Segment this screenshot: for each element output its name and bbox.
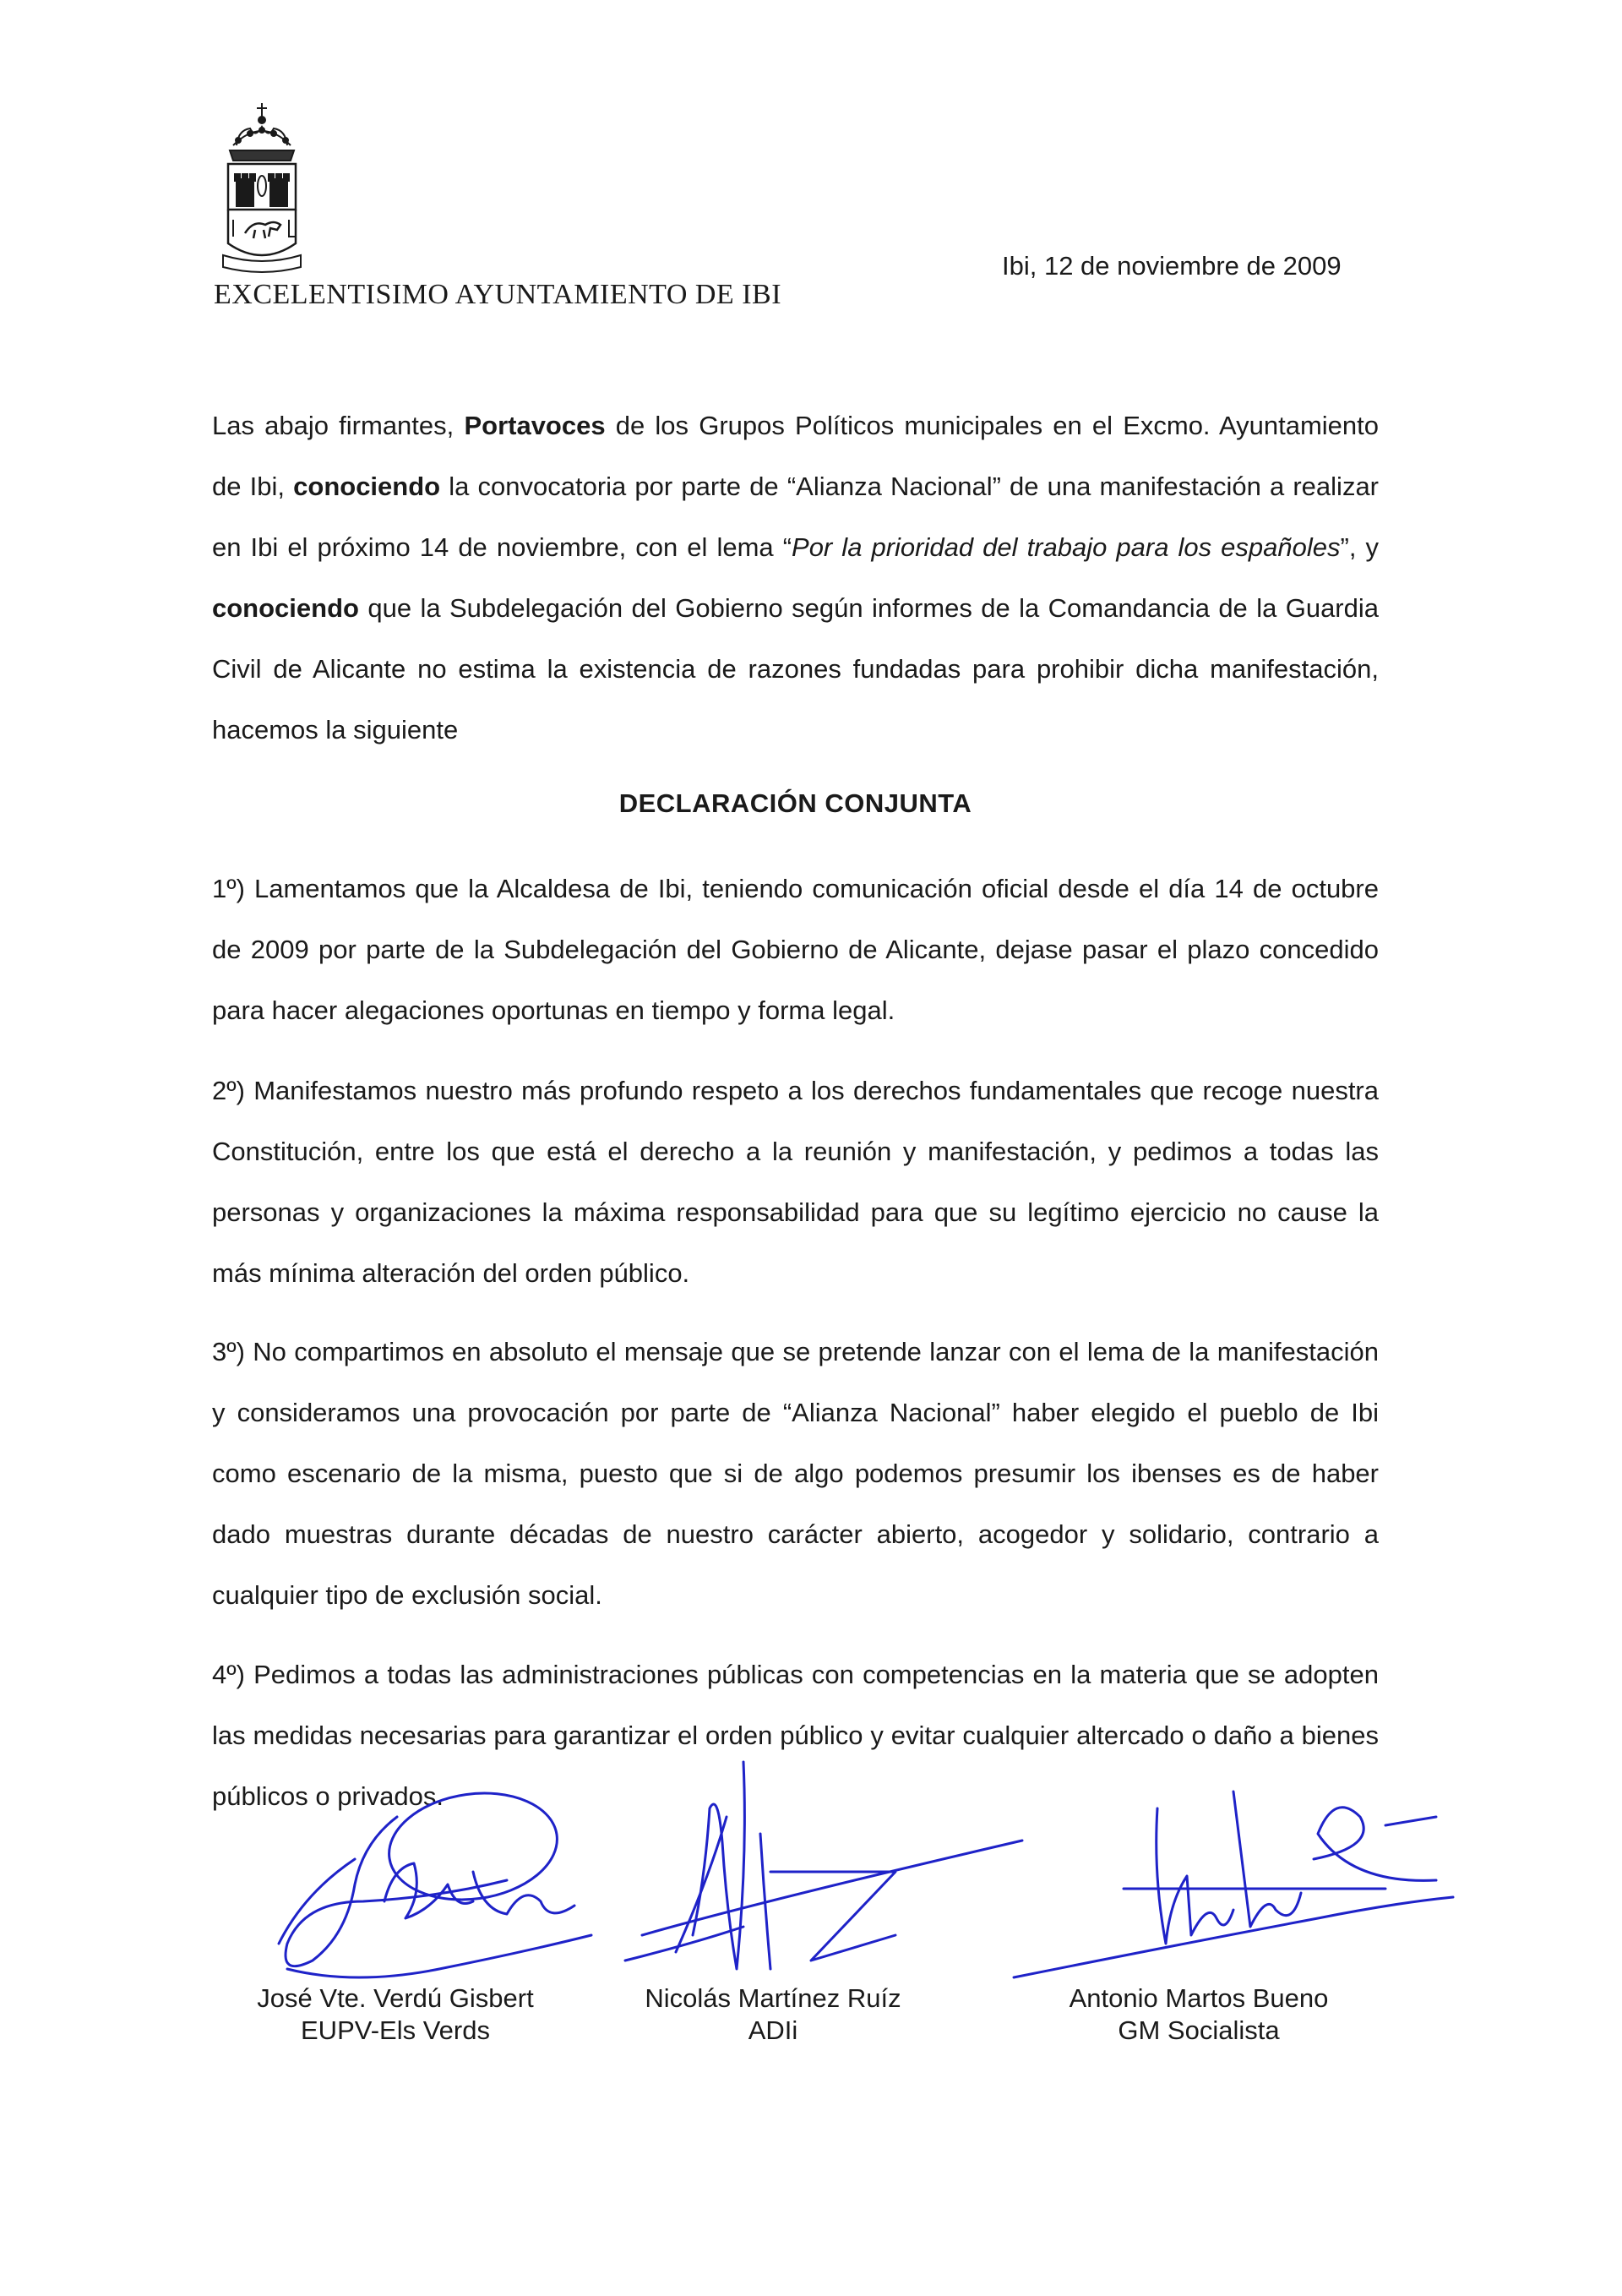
intro-italic-lema: Por la prioridad del trabajo para los españoles [792, 532, 1341, 562]
declaration-heading: DECLARACIÓN CONJUNTA [618, 788, 972, 818]
intro-text-3: la convocatoria por parte de “Alianza Nacional” de una manifestación a realizar en Ibi el próximo 14 de noviembre, con el lema “ [212, 472, 1380, 562]
intro-text-2: de los Grupos Políticos municipales en el Excmo. Ayuntamiento de Ibi, [212, 411, 1379, 501]
signatory-name: Nicolás Martínez Ruíz [645, 1983, 901, 2013]
point-2: 2º) Manifestamos nuestro más profundo respeto a los derechos fundamentales que recoge nuestra Constitución, entre los que está el derecho a la reunión y manifestación, y pedimos a todas las personas y organizaciones la máxima responsabilidad para que su legítimo ejercicio no cause la más mínima alteración del orden público. [212, 1076, 1379, 1288]
point-1: 1º) Lamentamos que la Alcaldesa de Ibi, teniendo comunicación oficial desde el día 14 de octubre de 2009 por parte de la Subdelegación del Gobierno de Alicante, dejase pasar el plazo concedido para hacer alegaciones oportunas en tiempo y forma legal. [212, 874, 1379, 1025]
intro-text-4: ”, y [1340, 532, 1379, 562]
intro-bold-conociendo-2: conociendo [212, 593, 359, 623]
municipal-crest-logo [221, 101, 302, 275]
intro-bold-portavoces: Portavoces [464, 411, 606, 440]
intro-text-1: Las abajo firmantes, [212, 411, 465, 440]
signatory-3 [1021, 1982, 1376, 2047]
signatory-1 [218, 1982, 573, 2047]
signatory-group: GM Socialista [1118, 2015, 1280, 2045]
date-line: Ibi, 12 de noviembre de 2009 [1002, 251, 1342, 281]
point-3: 3º) No compartimos en absoluto el mensaje que se pretende lanzar con el lema de la manifestación y consideramos una provocación por parte de “Alianza Nacional” haber elegido el pueblo de Ibi como escenario de la misma, puesto que si de algo podemos presumir los ibenses es de haber dado muestras durante décadas de nuestro carácter abierto, acogedor y solidario, contrario a cualquier tipo de exclusión social. [212, 1337, 1379, 1610]
intro-text-5: que la Subdelegación del Gobierno según informes de la Comandancia de la Guardia Civil de Alicante no estima la existencia de razones fundadas para prohibir dicha manifestación, hacemos la siguiente [212, 593, 1379, 744]
point-4: 4º) Pedimos a todas las administraciones públicas con competencias en la materia que se adopten las medidas necesarias para garantizar el orden público y evitar cualquier altercado o daño a bienes públicos o privados. [212, 1660, 1379, 1811]
intro-paragraph [212, 395, 1379, 761]
intro-bold-conociendo-1: conociendo [293, 472, 441, 501]
signatory-name: José Vte. Verdú Gisbert [257, 1983, 534, 2013]
signatory-group: ADIi [748, 2015, 798, 2045]
signatory-group: EUPV-Els Verds [301, 2015, 490, 2045]
signatory-name: Antonio Martos Bueno [1069, 1983, 1329, 2013]
signatory-2 [596, 1982, 950, 2047]
organization-name: EXCELENTISIMO AYUNTAMIENTO DE IBI [214, 279, 782, 310]
